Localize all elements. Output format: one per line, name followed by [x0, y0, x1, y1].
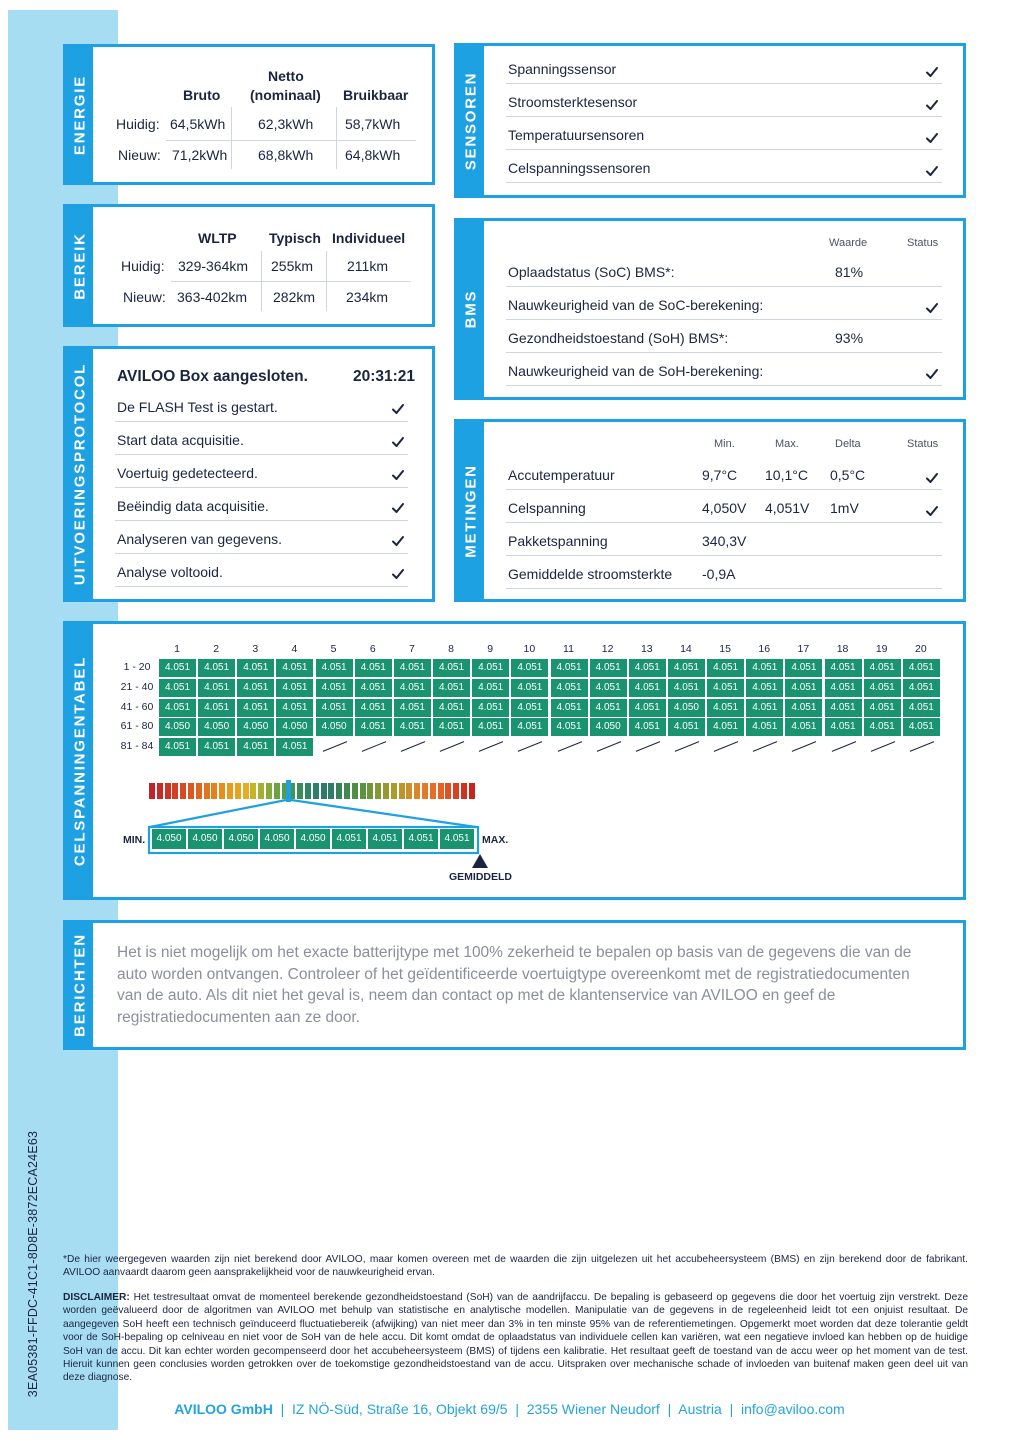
- voltage-cell: 4.051: [316, 659, 353, 677]
- metingen-row-label: Pakketspanning: [508, 533, 608, 549]
- voltage-cell: 4.050: [276, 718, 313, 736]
- voltage-cell: 4.051: [629, 659, 666, 677]
- check-icon: [391, 402, 405, 416]
- voltage-cell: 4.051: [198, 699, 235, 717]
- footer-address: | IZ NÖ-Süd, Straße 16, Objekt 69/5 | 2355 Wiener Neudorf | Austria | info@aviloo.com: [272, 1401, 845, 1417]
- bereik-nieuw-wltp: 363-402km: [177, 289, 248, 305]
- bereik-header-wltp: WLTP: [198, 230, 237, 246]
- voltage-cell: 4.051: [394, 679, 431, 697]
- voltage-cell: 4.050: [198, 718, 235, 736]
- bereik-nieuw-typisch: 282km: [273, 289, 316, 305]
- divider: [115, 421, 408, 422]
- protocol-step: Voertuig gedetecteerd.: [117, 465, 258, 481]
- voltage-cell: 4.051: [825, 679, 862, 697]
- voltage-cell: 4.051: [903, 659, 940, 677]
- energie-huidig-label: Huidig:: [116, 116, 160, 132]
- voltage-cell: 4.051: [511, 699, 548, 717]
- protocol-time: 20:31:21: [353, 368, 416, 385]
- voltage-cell: 4.051: [785, 699, 822, 717]
- celspanning-tab: [66, 624, 93, 897]
- column-number: 8: [448, 643, 454, 655]
- voltage-cell: 4.050: [316, 718, 353, 736]
- bereik-panel: [63, 204, 435, 327]
- sensoren-panel: [454, 43, 966, 198]
- voltage-cell: 4.051: [316, 699, 353, 717]
- voltage-cell: 4.051: [237, 699, 274, 717]
- voltage-cell: 4.051: [825, 659, 862, 677]
- voltage-cell: 4.051: [159, 659, 196, 677]
- bms-row-label: Nauwkeurigheid van de SoC-berekening:: [508, 297, 764, 313]
- energie-tab: [66, 47, 93, 182]
- voltage-cell: 4.051: [590, 699, 627, 717]
- metingen-min: -0,9A: [702, 566, 736, 582]
- voltage-cell: 4.051: [159, 738, 196, 756]
- bms-header-status: Status: [907, 237, 939, 249]
- check-icon: [391, 468, 405, 482]
- check-icon: [391, 567, 405, 581]
- voltage-cell: 4.051: [237, 738, 274, 756]
- voltage-cell: 4.051: [903, 699, 940, 717]
- column-number: 9: [487, 643, 494, 655]
- row-label: 41 - 60: [120, 700, 154, 713]
- column-number: 18: [836, 643, 849, 655]
- sensoren-tab-label: SENSOREN: [462, 71, 479, 170]
- protocol-tab: [66, 349, 93, 599]
- column-number: 5: [330, 643, 337, 655]
- voltage-cell: 4.051: [511, 718, 548, 736]
- scale-value-cell: 4.051: [368, 829, 402, 849]
- footer: [0, 1401, 1019, 1417]
- voltage-cell: 4.051: [629, 699, 666, 717]
- bms-row-label: Gezondheidstoestand (SoH) BMS*:: [508, 330, 729, 346]
- energie-header-bruto: Bruto: [183, 87, 221, 103]
- column-number: 11: [563, 643, 574, 655]
- metingen-min: 4,050V: [702, 500, 747, 516]
- energie-tab-label: ENERGIE: [71, 74, 88, 155]
- voltage-cell: 4.051: [433, 659, 470, 677]
- berichten-text: Het is niet mogelijk om het exacte batterijtype met 100% zekerheid te bepalen op basis van de gegevens die van de auto worden ontvangen. Controleer of het geïdentificeerde voertuigtype overeenkomt met de registratiedocumenten van de auto. Als dit niet het geval is, neem dan contact op met de klantenservice van AVILOO en geef de registratiedocumenten aan ze door.: [117, 944, 912, 1026]
- voltage-cell: 4.051: [355, 659, 392, 677]
- voltage-cell: 4.051: [903, 679, 940, 697]
- check-icon: [925, 367, 939, 381]
- divider: [506, 149, 942, 150]
- energie-nieuw-bruikbaar: 64,8kWh: [345, 147, 401, 163]
- voltage-cell: 4.051: [472, 679, 509, 697]
- divider: [506, 555, 942, 556]
- divider: [326, 251, 327, 311]
- voltage-cell: 4.051: [668, 718, 705, 736]
- metingen-header-max: Max.: [775, 438, 799, 450]
- check-icon: [391, 501, 405, 515]
- metingen-header-status: Status: [907, 438, 939, 450]
- voltage-cell: 4.051: [355, 679, 392, 697]
- divider: [336, 107, 337, 169]
- protocol-panel: [63, 346, 435, 602]
- column-number: 19: [875, 643, 888, 655]
- metingen-row-label: Accutemperatuur: [508, 467, 615, 483]
- bereik-huidig-label: Huidig:: [121, 258, 165, 274]
- divider: [115, 454, 408, 455]
- voltage-cell: 4.051: [903, 718, 940, 736]
- berichten-tab: [66, 923, 93, 1047]
- divider: [506, 489, 942, 490]
- row-label: 81 - 84: [120, 740, 154, 753]
- voltage-cell: 4.051: [864, 718, 901, 736]
- sensor-item: Spanningssensor: [508, 61, 617, 77]
- disclaimer-text: Het testresultaat omvat de momenteel berekende gezondheidstoestand (SoH) van de aandrijfaccu. De bepaling is gebaseerd op gegevens die door het voertuig zijn verstrekt. Deze worden geëvalueerd door de algoritmen van AVILOO met behulp van statistische en analytische modellen. Manipulatie van de gegevens in de regeleenheid leidt tot een onjuist resultaat. De aangegeven SoH heeft een technisch geïnduceerd fluctuatiebereik (afwijking) van niet meer dan 3% in ten minste 95% van de referentiemetingen. Opgemerkt moet worden dat deze tolerantie geldt voor de SoH-bepaling op celniveau en niet voor de SoH van de hele accu. Dit komt omdat de oplaadstatus van individuele cellen kan variëren, wat een negatieve invloed kan hebben op de huidige SoH van de accu. Dit kan echter worden gecompenseerd door het accubeheersysteem (BMS) of tijdens een kalibratie. Het resultaat geeft de toestand van de accu weer op het moment van de test. Hieruit kunnen geen conclusies worden getrokken over de toekomstige gezondheidstoestand van de accu. Uitspraken over mechanische schade of invloeden van buitenaf maken geen deel uit van deze diagnose.: [63, 1292, 968, 1384]
- column-number: 12: [601, 643, 614, 655]
- voltage-cell: 4.051: [746, 659, 783, 677]
- protocol-step: De FLASH Test is gestart.: [117, 399, 278, 415]
- bms-tab: [457, 221, 484, 397]
- check-icon: [925, 504, 939, 518]
- voltage-cell: 4.051: [276, 738, 313, 756]
- bereik-huidig-individueel: 211km: [347, 258, 388, 274]
- voltage-cell: 4.051: [159, 679, 196, 697]
- energie-header-netto-1: Netto: [268, 68, 304, 84]
- disclaimer-label: DISCLAIMER:: [63, 1292, 130, 1303]
- bms-panel: [454, 218, 966, 400]
- bereik-huidig-wltp: 329-364km: [178, 258, 249, 274]
- bereik-header-typisch: Typisch: [269, 230, 321, 246]
- voltage-cell: 4.051: [785, 679, 822, 697]
- column-number: 16: [758, 643, 771, 655]
- voltage-cell: 4.051: [707, 718, 744, 736]
- voltage-cell: 4.051: [551, 699, 588, 717]
- divider: [166, 140, 416, 141]
- row-label: 61 - 80: [120, 720, 154, 733]
- divider: [506, 182, 942, 183]
- scale-min-label: MIN.: [123, 834, 146, 846]
- scale-value-cell: 4.050: [224, 829, 258, 849]
- voltage-cell: 4.051: [237, 659, 274, 677]
- divider: [506, 522, 942, 523]
- voltage-cell: 4.051: [707, 699, 744, 717]
- divider: [115, 520, 408, 521]
- divider: [115, 586, 408, 587]
- scale-value-cell: 4.050: [260, 829, 294, 849]
- bms-row-value: 81%: [835, 264, 864, 280]
- metingen-row-label: Celspanning: [508, 500, 586, 516]
- voltage-cell: 4.051: [433, 718, 470, 736]
- energie-header-bruikbaar: Bruikbaar: [343, 87, 409, 103]
- protocol-step: Analyse voltooid.: [117, 564, 223, 580]
- voltage-cell: 4.051: [629, 679, 666, 697]
- column-number: 6: [369, 643, 376, 655]
- bereik-nieuw-individueel: 234km: [346, 289, 389, 305]
- protocol-tab-label: UITVOERINGSPROTOCOL: [71, 362, 88, 586]
- sensor-item: Stroomsterktesensor: [508, 94, 638, 110]
- metingen-header-min: Min.: [714, 438, 735, 450]
- column-number: 20: [915, 643, 927, 655]
- bereik-huidig-typisch: 255km: [271, 258, 314, 274]
- metingen-header-delta: Delta: [835, 438, 861, 450]
- bms-header-waarde: Waarde: [829, 237, 868, 249]
- voltage-cell: 4.051: [746, 699, 783, 717]
- voltage-cell: 4.051: [355, 699, 392, 717]
- column-number: 3: [252, 643, 259, 655]
- row-label: 1 - 20: [123, 661, 151, 673]
- voltage-cell: 4.051: [864, 659, 901, 677]
- metingen-panel: [454, 419, 966, 602]
- voltage-cell: 4.051: [433, 699, 470, 717]
- metingen-delta: 1mV: [830, 500, 859, 516]
- voltage-cell: 4.051: [668, 679, 705, 697]
- bereik-nieuw-label: Nieuw:: [123, 289, 166, 305]
- voltage-cell: 4.051: [511, 679, 548, 697]
- voltage-cell: 4.051: [746, 679, 783, 697]
- voltage-cell: 4.051: [472, 718, 509, 736]
- divider: [231, 107, 232, 169]
- divider: [506, 83, 942, 84]
- voltage-cell: 4.051: [825, 718, 862, 736]
- footer-company: AVILOO GmbH: [174, 1401, 273, 1417]
- energie-header-netto-2: (nominaal): [250, 87, 321, 103]
- divider: [261, 251, 262, 311]
- protocol-title: AVILOO Box aangesloten.: [117, 368, 308, 385]
- row-label: 21 - 40: [120, 680, 154, 693]
- check-icon: [925, 98, 939, 112]
- energie-huidig-netto: 62,3kWh: [258, 116, 314, 132]
- divider: [171, 281, 411, 282]
- voltage-cell: 4.051: [825, 699, 862, 717]
- divider: [506, 319, 942, 320]
- column-number: 4: [291, 643, 298, 655]
- divider: [506, 588, 942, 589]
- voltage-cell: 4.051: [159, 699, 196, 717]
- column-number: 15: [719, 643, 731, 655]
- check-icon: [925, 131, 939, 145]
- voltage-cell: 4.051: [707, 659, 744, 677]
- check-icon: [925, 65, 939, 79]
- berichten-tab-label: BERICHTEN: [71, 933, 88, 1037]
- voltage-cell: 4.050: [159, 718, 196, 736]
- energie-huidig-bruto: 64,5kWh: [170, 116, 226, 132]
- voltage-cell: 4.051: [864, 699, 901, 717]
- scale-marker: [286, 780, 291, 802]
- scale-value-cell: 4.050: [152, 829, 186, 849]
- divider: [115, 487, 408, 488]
- column-number: 7: [408, 643, 415, 655]
- voltage-cell: 4.051: [316, 679, 353, 697]
- metingen-delta: 0,5°C: [830, 467, 866, 483]
- scale-value-cell: 4.050: [296, 829, 330, 849]
- check-icon: [391, 534, 405, 548]
- bereik-tab-label: BEREIK: [71, 231, 88, 300]
- energie-nieuw-label: Nieuw:: [118, 147, 161, 163]
- voltage-cell: 4.051: [237, 679, 274, 697]
- column-number: 13: [640, 643, 653, 655]
- divider: [506, 286, 942, 287]
- document-id: [22, 1118, 44, 1410]
- column-number: 10: [523, 643, 536, 655]
- scale-value-cell: 4.051: [404, 829, 438, 849]
- voltage-cell: 4.050: [668, 699, 705, 717]
- energie-huidig-bruikbaar: 58,7kWh: [345, 116, 401, 132]
- protocol-step: Beëindig data acquisitie.: [117, 498, 269, 514]
- voltage-cell: 4.051: [551, 659, 588, 677]
- bereik-header-individueel: Individueel: [332, 230, 406, 246]
- metingen-max: 10,1°C: [765, 467, 808, 483]
- check-icon: [925, 301, 939, 315]
- metingen-tab: [457, 422, 484, 599]
- voltage-cell: 4.051: [198, 679, 235, 697]
- voltage-cell: 4.051: [394, 699, 431, 717]
- voltage-cell: 4.051: [276, 699, 313, 717]
- zoom-line-right: [291, 800, 476, 827]
- bms-row-label: Oplaadstatus (SoC) BMS*:: [508, 264, 675, 280]
- average-marker-icon: [472, 854, 488, 868]
- divider: [506, 352, 942, 353]
- scale-avg-label: GEMIDDELD: [449, 871, 512, 883]
- voltage-cell: 4.051: [472, 699, 509, 717]
- zoom-line-left: [150, 800, 286, 827]
- column-number: 14: [680, 643, 692, 655]
- scale-max-label: MAX.: [482, 834, 509, 846]
- voltage-cell: 4.051: [394, 718, 431, 736]
- metingen-tab-label: METINGEN: [462, 463, 479, 558]
- voltage-cell: 4.050: [237, 718, 274, 736]
- scale-value-cell: 4.050: [188, 829, 222, 849]
- metingen-min: 9,7°C: [702, 467, 738, 483]
- protocol-step: Analyseren van gegevens.: [117, 531, 282, 547]
- disclaimer: [63, 1291, 968, 1385]
- metingen-row-label: Gemiddelde stroomsterkte: [508, 566, 673, 582]
- voltage-cell: 4.051: [276, 679, 313, 697]
- column-number: 2: [213, 643, 220, 655]
- bms-row-value: 93%: [835, 330, 864, 346]
- voltage-cell: 4.051: [590, 679, 627, 697]
- metingen-max: 4,051V: [765, 500, 810, 516]
- voltage-cell: 4.051: [198, 659, 235, 677]
- column-number: 17: [797, 643, 810, 655]
- sensor-item: Celspanningssensoren: [508, 160, 651, 176]
- column-number: 1: [174, 643, 180, 655]
- metingen-min: 340,3V: [702, 533, 747, 549]
- divider: [115, 553, 408, 554]
- divider: [506, 385, 942, 386]
- bms-tab-label: BMS: [462, 289, 479, 329]
- bms-row-label: Nauwkeurigheid van de SoH-berekening:: [508, 363, 764, 379]
- voltage-cell: 4.051: [864, 679, 901, 697]
- voltage-cell: 4.050: [590, 718, 627, 736]
- check-icon: [391, 435, 405, 449]
- voltage-cell: 4.051: [551, 679, 588, 697]
- energie-nieuw-bruto: 71,2kWh: [172, 147, 228, 163]
- protocol-step: Start data acquisitie.: [117, 432, 244, 448]
- voltage-cell: 4.051: [198, 738, 235, 756]
- voltage-cell: 4.051: [746, 718, 783, 736]
- scale-value-cell: 4.051: [440, 829, 474, 849]
- sensoren-tab: [457, 46, 484, 195]
- voltage-cell: 4.051: [551, 718, 588, 736]
- energie-panel: [63, 44, 435, 185]
- voltage-cell: 4.051: [629, 718, 666, 736]
- celspanning-tab-label: CELSPANNINGENTABEL: [71, 655, 88, 866]
- voltage-cell: 4.051: [590, 659, 627, 677]
- voltage-cell: 4.051: [707, 679, 744, 697]
- voltage-cell: 4.051: [433, 679, 470, 697]
- scale-value-cell: 4.051: [332, 829, 366, 849]
- voltage-cell: 4.051: [394, 659, 431, 677]
- voltage-cell: 4.051: [472, 659, 509, 677]
- voltage-cell: 4.051: [785, 659, 822, 677]
- voltage-cell: 4.051: [668, 659, 705, 677]
- document-id-text: 3EA05381-FFDC-41C1-8D8E-3872ECA24E63: [26, 1130, 40, 1398]
- divider: [506, 116, 942, 117]
- check-icon: [925, 471, 939, 485]
- check-icon: [925, 164, 939, 178]
- voltage-cell: 4.051: [355, 718, 392, 736]
- voltage-cell: 4.051: [511, 659, 548, 677]
- sensor-item: Temperatuursensoren: [508, 127, 645, 143]
- voltage-cell: 4.051: [276, 659, 313, 677]
- berichten-panel: [63, 920, 966, 1050]
- footnote: *De hier weergegeven waarden zijn niet berekend door AVILOO, maar komen overeen met de waarden die zijn uitgelezen uit het accubeheersysteem (BMS) en zijn berekend door de fabrikant. AVILOO aanvaardt daarom geen aansprakelijkheid voor de nauwkeurigheid ervan.: [63, 1254, 968, 1279]
- voltage-cell: 4.051: [785, 718, 822, 736]
- bereik-tab: [66, 207, 93, 324]
- energie-nieuw-netto: 68,8kWh: [258, 147, 314, 163]
